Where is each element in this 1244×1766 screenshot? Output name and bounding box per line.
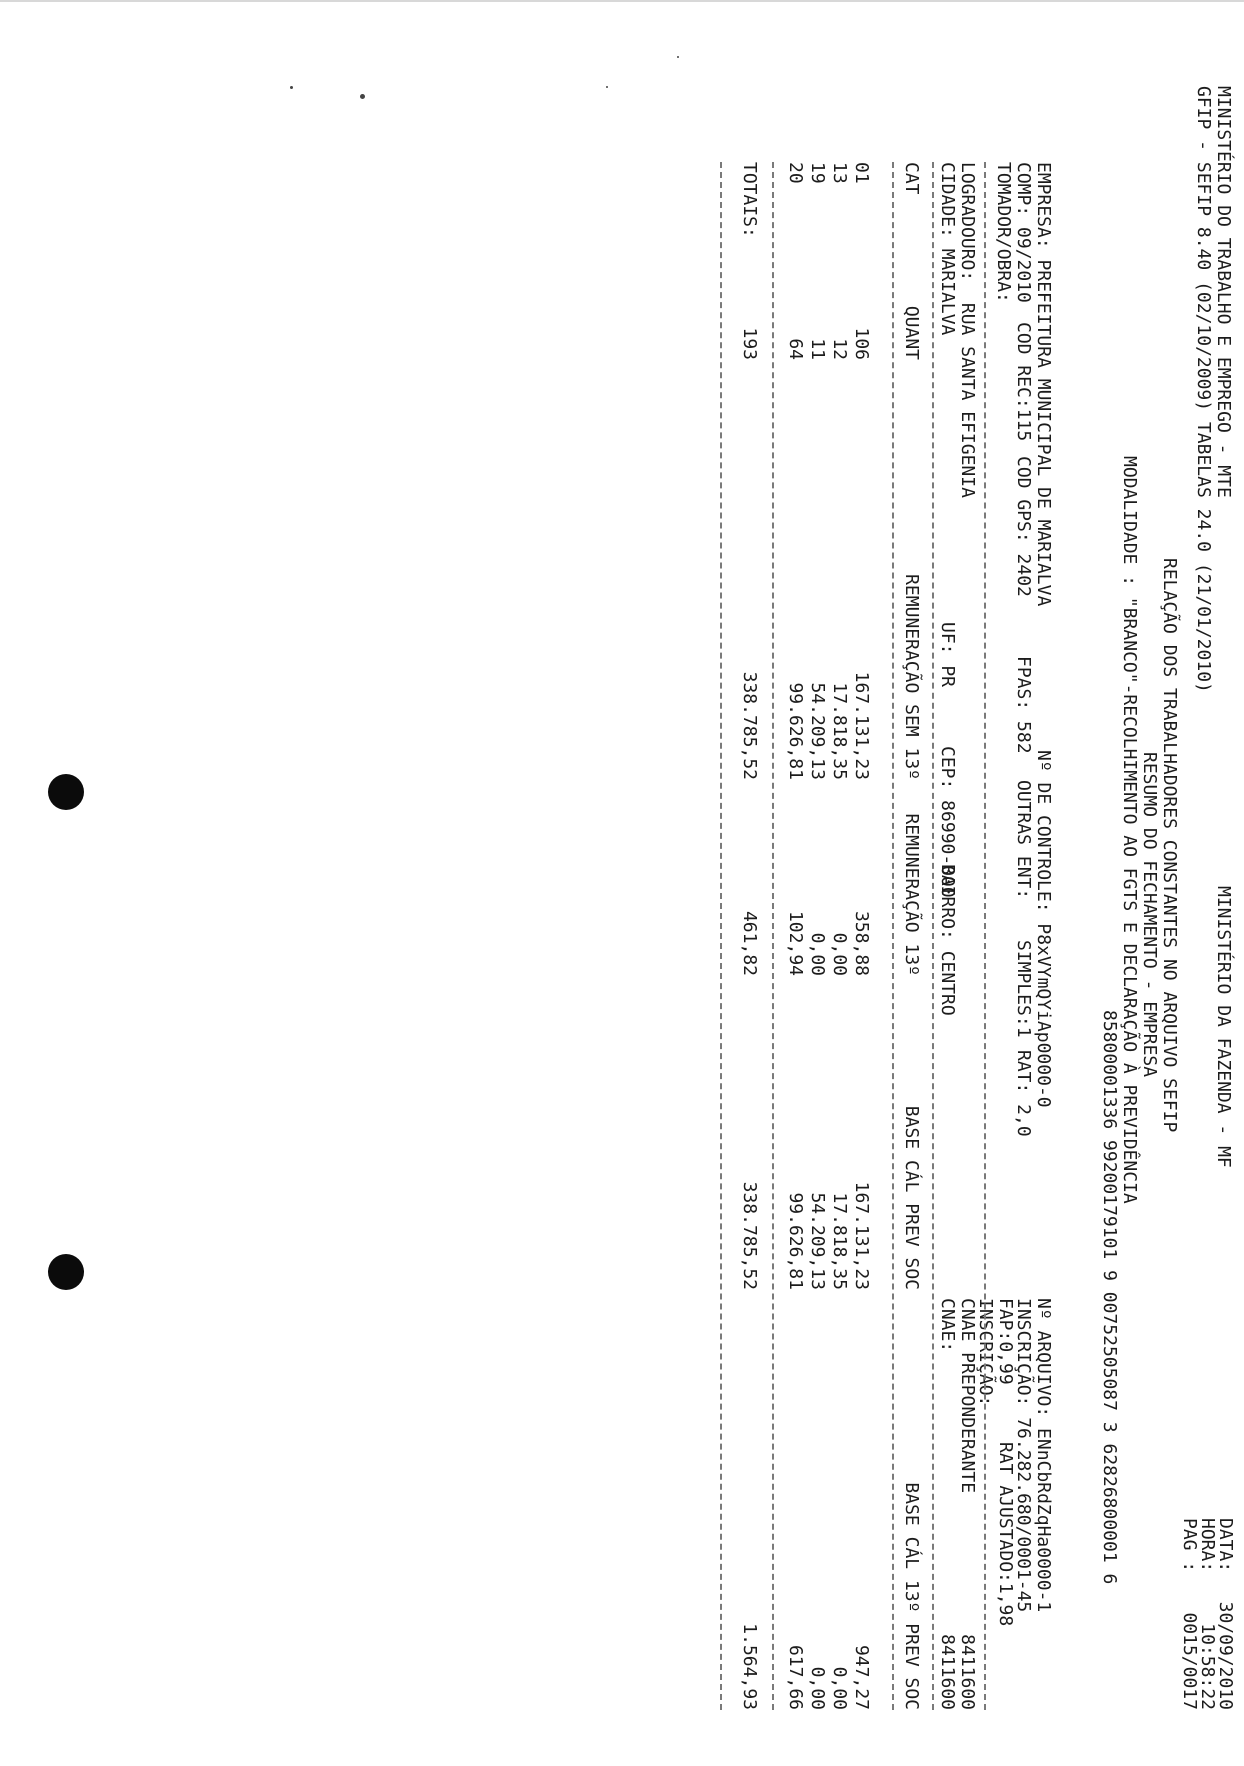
company-name: EMPRESA: PREFEITURA MUNICIPAL DE MARIALVA — [1033, 162, 1054, 607]
table-row-rem-sem-13: 167.131,23 — [851, 671, 872, 780]
zip-code: CEP: 86990-000 — [937, 746, 958, 898]
table-row-rem-13: 0,00 — [829, 932, 850, 976]
table-row-rem-13: 0,00 — [807, 932, 828, 976]
totals-base-13-prev: 1.564,93 — [739, 1623, 760, 1710]
table-row-base-13-prev: 617,66 — [785, 1644, 806, 1710]
control-number: Nº DE CONTROLE: P8xVYmQYiAp0000-0 — [1033, 750, 1054, 1108]
cnae-predominant-value: 8411600 — [957, 1634, 978, 1710]
date-value: 30/09/2010 — [1215, 1601, 1236, 1710]
col-header-rem-13: REMUNERAÇÃO 13º — [901, 813, 922, 976]
table-row-rem-sem-13: 54.209,13 — [807, 682, 828, 780]
table-row-base-13-prev: 0,00 — [829, 1666, 850, 1710]
fpas: FPAS: 582 — [1013, 656, 1034, 754]
col-header-base-prev: BASE CÁL PREV SOC — [901, 1105, 922, 1290]
file-number: Nº ARQUIVO: ENnCbRdZqHa0000-1 — [1033, 1298, 1054, 1613]
table-row-cat: 01 — [851, 162, 872, 184]
tomador-registration: INSCRIÇÃO: — [975, 1298, 996, 1407]
totals-rem-sem-13: 338.785,52 — [739, 671, 760, 780]
table-row-base-13-prev: 947,27 — [851, 1644, 872, 1710]
version-line: GFIP - SEFIP 8.40 (02/10/2009) TABELAS 24.0 (21/01/2010) — [1193, 86, 1214, 693]
separator — [772, 162, 774, 1710]
report-subtitle: RESUMO DO FECHAMENTO - EMPRESA — [1139, 752, 1160, 1078]
totals-rem-13: 461,82 — [739, 910, 760, 976]
city: CIDADE: MARIALVA — [937, 162, 958, 336]
table-row-base-prev: 167.131,23 — [851, 1181, 872, 1290]
table-row-rem-13: 102,94 — [785, 910, 806, 976]
table-row-rem-sem-13: 99.626,81 — [785, 682, 806, 780]
table-row-quant: 106 — [851, 327, 872, 360]
table-row-quant: 11 — [807, 338, 828, 360]
modalidade-line: MODALIDADE : "BRANCO"-RECOLHIMENTO AO FGTS E DECLARAÇÃO À PREVIDÊNCIA — [1119, 456, 1140, 1204]
state: UF: PR — [937, 622, 958, 688]
table-row-cat: 13 — [829, 162, 850, 184]
cnae-value: 8411600 — [937, 1634, 958, 1710]
adjusted-rat: RAT AJUSTADO:1,98 — [995, 1442, 1016, 1627]
table-row-cat: 20 — [785, 162, 806, 184]
separator — [892, 162, 894, 1710]
page-label: PAG : — [1179, 1518, 1200, 1573]
other-entities: OUTRAS ENT: — [1013, 780, 1034, 900]
competence: COMP: 09/2010 — [1013, 162, 1034, 303]
page-value: 0015/0017 — [1179, 1612, 1200, 1710]
table-row-base-13-prev: 0,00 — [807, 1666, 828, 1710]
table-row-quant: 12 — [829, 338, 850, 360]
report-title: RELAÇÃO DOS TRABALHADORES CONSTANTES NO ARQUIVO SEFIP — [1159, 558, 1180, 1133]
district: BAIRRO: CENTRO — [937, 864, 958, 1016]
col-header-cat: CAT — [901, 162, 922, 195]
ministry-right: MINISTÉRIO DA FAZENDA - MF — [1213, 886, 1234, 1168]
rat: RAT: 2,0 — [1013, 1050, 1034, 1137]
date-label: DATA: — [1215, 1518, 1236, 1573]
simples: SIMPLES:1 — [1013, 940, 1034, 1038]
totals-label: TOTAIS: — [739, 162, 760, 238]
col-header-rem-sem-13: REMUNERAÇÃO SEM 13º — [901, 574, 922, 780]
totals-quant: 193 — [739, 327, 760, 360]
cnae-label: CNAE: — [937, 1298, 958, 1353]
table-row-base-prev: 99.626,81 — [785, 1192, 806, 1290]
tomador: TOMADOR/OBRA: — [993, 162, 1014, 303]
table-row-rem-13: 358,88 — [851, 910, 872, 976]
separator — [984, 162, 986, 1710]
table-row-cat: 19 — [807, 162, 828, 184]
col-header-base-13-prev: BASE CÁL 13º PREV SOC — [901, 1482, 922, 1710]
table-row-base-prev: 54.209,13 — [807, 1192, 828, 1290]
rec-code: COD REC:115 — [1013, 322, 1034, 442]
col-header-quant: QUANT — [901, 305, 922, 360]
time-value: 10:58:22 — [1197, 1623, 1218, 1710]
table-row-rem-sem-13: 17.818,35 — [829, 682, 850, 780]
registration: INSCRIÇÃO: 76.282.680/0001-45 — [1013, 1298, 1034, 1613]
table-row-quant: 64 — [785, 338, 806, 360]
table-row-base-prev: 17.818,35 — [829, 1192, 850, 1290]
cnae-predominant-label: CNAE PREPONDERANTE — [957, 1298, 978, 1494]
street: LOGRADOURO: RUA SANTA EFIGENIA — [957, 162, 978, 498]
gps-code: COD GPS: 2402 — [1013, 456, 1034, 597]
separator — [720, 162, 722, 1710]
totals-base-prev: 338.785,52 — [739, 1181, 760, 1290]
separator — [932, 162, 934, 1710]
fap: FAP:0,99 — [995, 1298, 1016, 1385]
time-label: HORA: — [1197, 1518, 1218, 1573]
barcode-digits: 85800001336 99200179101 9 00752505087 3 62826800001 6 — [1099, 1010, 1120, 1585]
ministry-left: MINISTÉRIO DO TRABALHO E EMPREGO - MTE — [1213, 86, 1234, 498]
